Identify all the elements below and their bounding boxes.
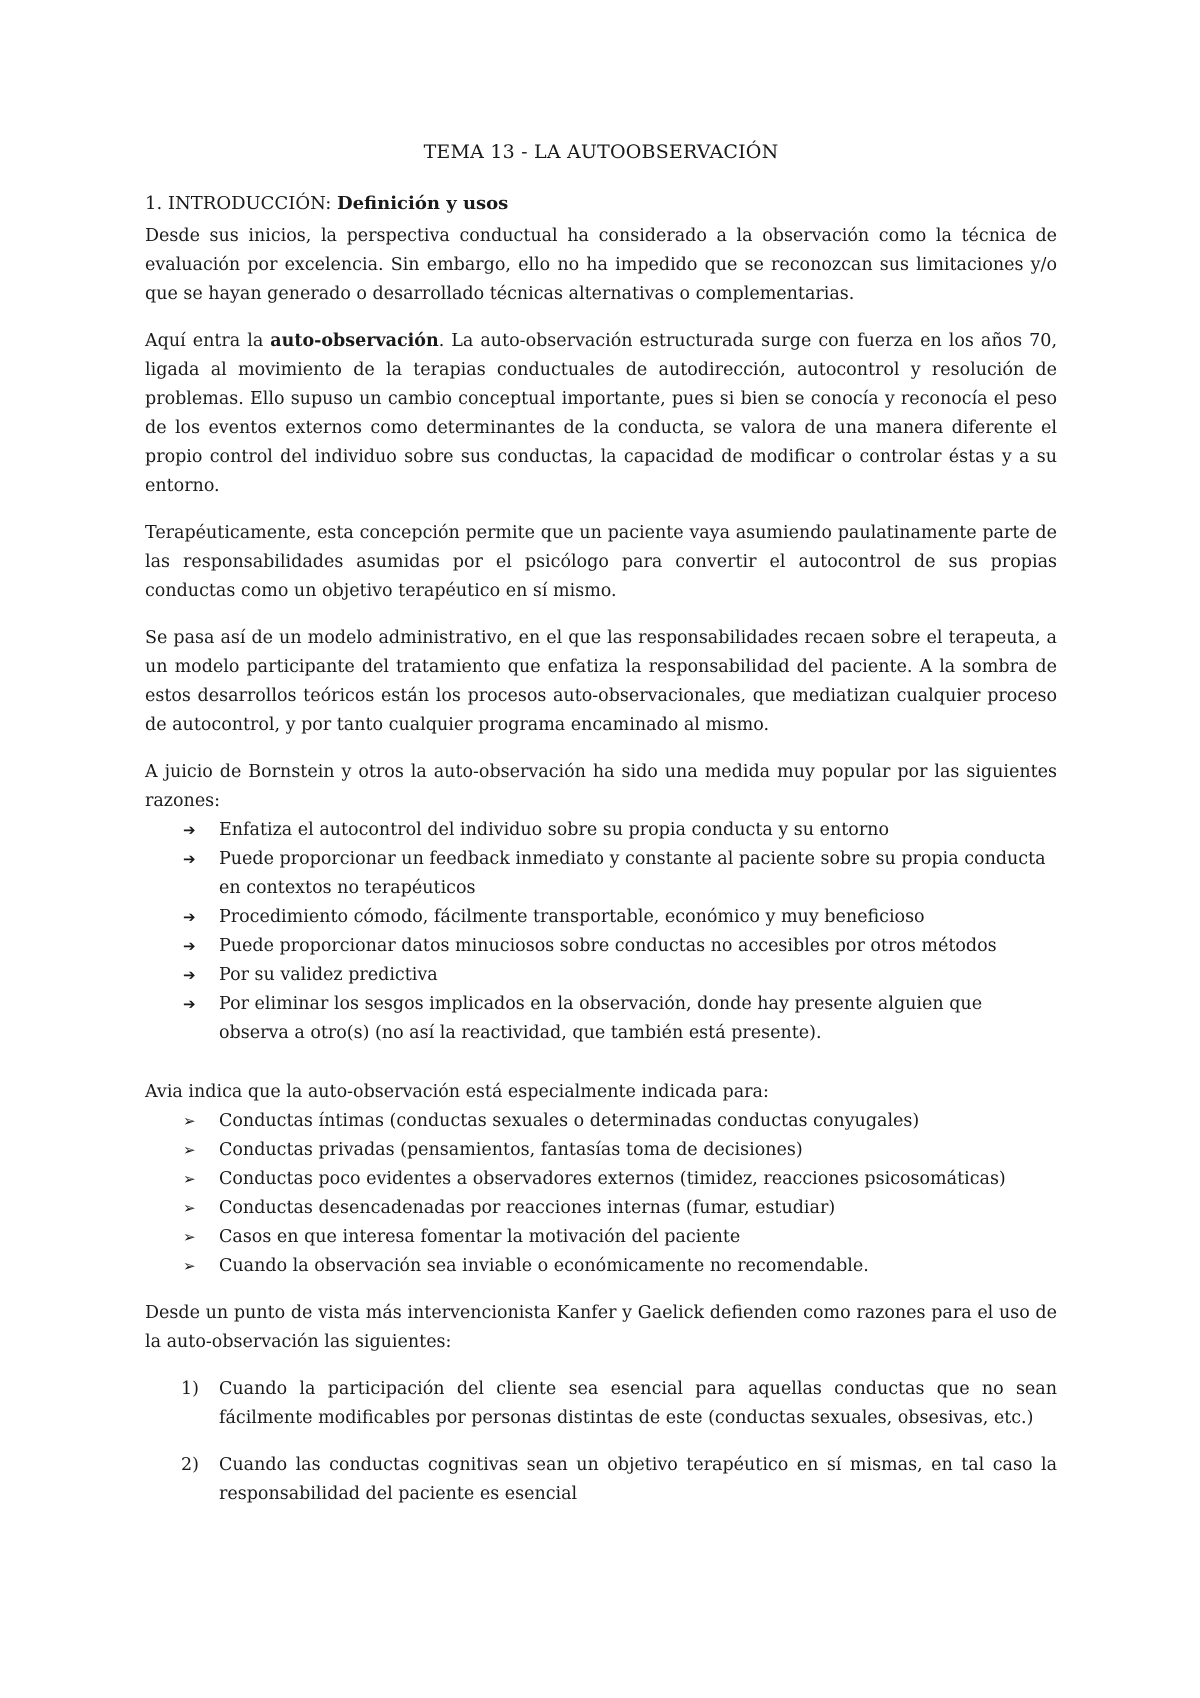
section-heading	[145, 189, 1057, 218]
arrowhead-icon: ➢	[183, 1141, 196, 1159]
arrowhead-icon: ➢	[183, 1170, 196, 1188]
section-number: 1. INTRODUCCIÓN:	[145, 193, 337, 214]
list-item: 1) Cuando la participación del cliente sea esencial para aquellas conductas que no sean fácilmente modificables por personas distintas de este (conductas sexuales, obsesivas, etc.)	[145, 1375, 1057, 1433]
arrow-icon: ➔	[183, 966, 196, 984]
arrowhead-icon: ➢	[183, 1199, 196, 1217]
list-item: ➢ Casos en que interesa fomentar la motivación del paciente	[145, 1223, 1057, 1252]
list-item: ➢ Conductas íntimas (conductas sexuales o determinadas conductas conyugales)	[145, 1107, 1057, 1136]
arrowhead-icon: ➢	[183, 1112, 196, 1130]
arrow-icon: ➔	[183, 908, 196, 926]
paragraph-text: Aquí entra la	[145, 331, 271, 351]
arrowhead-icon: ➢	[183, 1228, 196, 1246]
spacer	[145, 1066, 1057, 1078]
paragraph-bornstein: A juicio de Bornstein y otros la auto-observación ha sido una medida muy popular por las siguientes razones:	[145, 762, 1057, 811]
document-page	[145, 138, 1057, 1527]
paragraph-avia: Avia indica que la auto-observación está especialmente indicada para:	[145, 1082, 769, 1102]
arrow-icon: ➔	[183, 821, 196, 839]
list-item: ➔ Enfatiza el autocontrol del individuo sobre su propia conducta y su entorno	[145, 816, 1057, 845]
paragraph-kanfer: Desde un punto de vista más intervencionista Kanfer y Gaelick defienden como razones para el uso de la auto-observación las siguientes:	[145, 1303, 1057, 1352]
list-item: 2) Cuando las conductas cognitivas sean un objetivo terapéutico en sí mismas, en tal caso la responsabilidad del paciente es esencial	[145, 1451, 1057, 1509]
document-title: TEMA 13 - LA AUTOOBSERVACIÓN	[423, 141, 779, 163]
list-item: ➢ Conductas desencadenadas por reacciones internas (fumar, estudiar)	[145, 1194, 1057, 1223]
paragraph-autoobservacion	[145, 327, 1057, 501]
list-item: ➔ Puede proporcionar datos minuciosos sobre conductas no accesibles por otros métodos	[145, 932, 1057, 961]
list-item: ➔ Procedimiento cómodo, fácilmente transportable, económico y muy beneficioso	[145, 903, 1057, 932]
paragraph-modelo: Se pasa así de un modelo administrativo, en el que las responsabilidades recaen sobre el terapeuta, a un modelo participante del tratamiento que enfatiza la responsabilidad del paciente. A la sombra de estos desarrollos teóricos están los procesos auto-observacionales, que mediatizan cualquier proceso de autocontrol, y por tanto cualquier programa encaminado al mismo.	[145, 628, 1057, 735]
paragraph-text: . La auto-observación estructurada surge con fuerza en los años 70, ligada al movimiento de la terapias conductuales de autodirección, autocontrol y resolución de problemas. Ello supuso un cambio conceptual importante, pues si bien se conocía y reconocía el peso de los eventos externos como determinantes de la conducta, se valora de una manera diferente el propio control del individuo sobre sus conductas, la capacidad de modificar o controlar éstas y a su entorno.	[145, 331, 1058, 496]
arrow-icon: ➔	[183, 850, 196, 868]
list-item: ➔ Por su validez predictiva	[145, 961, 1057, 990]
paragraph-intro: Desde sus inicios, la perspectiva conductual ha considerado a la observación como la técnica de evaluación por excelencia. Sin embargo, ello no ha impedido que se reconozcan sus limitaciones y/o que se hayan generado o desarrollado técnicas alternativas o complementarias.	[145, 226, 1057, 304]
list-kanfer	[145, 1375, 1057, 1509]
list-indicada	[145, 1107, 1057, 1281]
arrowhead-icon: ➢	[183, 1257, 196, 1275]
list-item: ➔ Puede proporcionar un feedback inmediato y constante al paciente sobre su propia conducta en contextos no terapéuticos	[145, 845, 1057, 903]
bold-term: auto-observación	[270, 331, 439, 351]
arrow-icon: ➔	[183, 995, 196, 1013]
list-razones	[145, 816, 1057, 1048]
arrow-icon: ➔	[183, 937, 196, 955]
list-item: ➢ Conductas poco evidentes a observadores externos (timidez, reacciones psicosomáticas)	[145, 1165, 1057, 1194]
list-item: ➔ Por eliminar los sesgos implicados en la observación, donde hay presente alguien que observa a otro(s) (no así la reactividad, que también está presente).	[145, 990, 1057, 1048]
list-number: 2)	[181, 1455, 199, 1475]
list-item: ➢ Cuando la observación sea inviable o económicamente no recomendable.	[145, 1252, 1057, 1281]
paragraph-terapeuticamente: Terapéuticamente, esta concepción permite que un paciente vaya asumiendo paulatinamente parte de las responsabilidades asumidas por el psicólogo para convertir el autocontrol de sus propias conductas como un objetivo terapéutico en sí mismo.	[145, 523, 1057, 601]
list-number: 1)	[181, 1379, 199, 1399]
section-title: Definición y usos	[336, 193, 509, 214]
list-item: ➢ Conductas privadas (pensamientos, fantasías toma de decisiones)	[145, 1136, 1057, 1165]
